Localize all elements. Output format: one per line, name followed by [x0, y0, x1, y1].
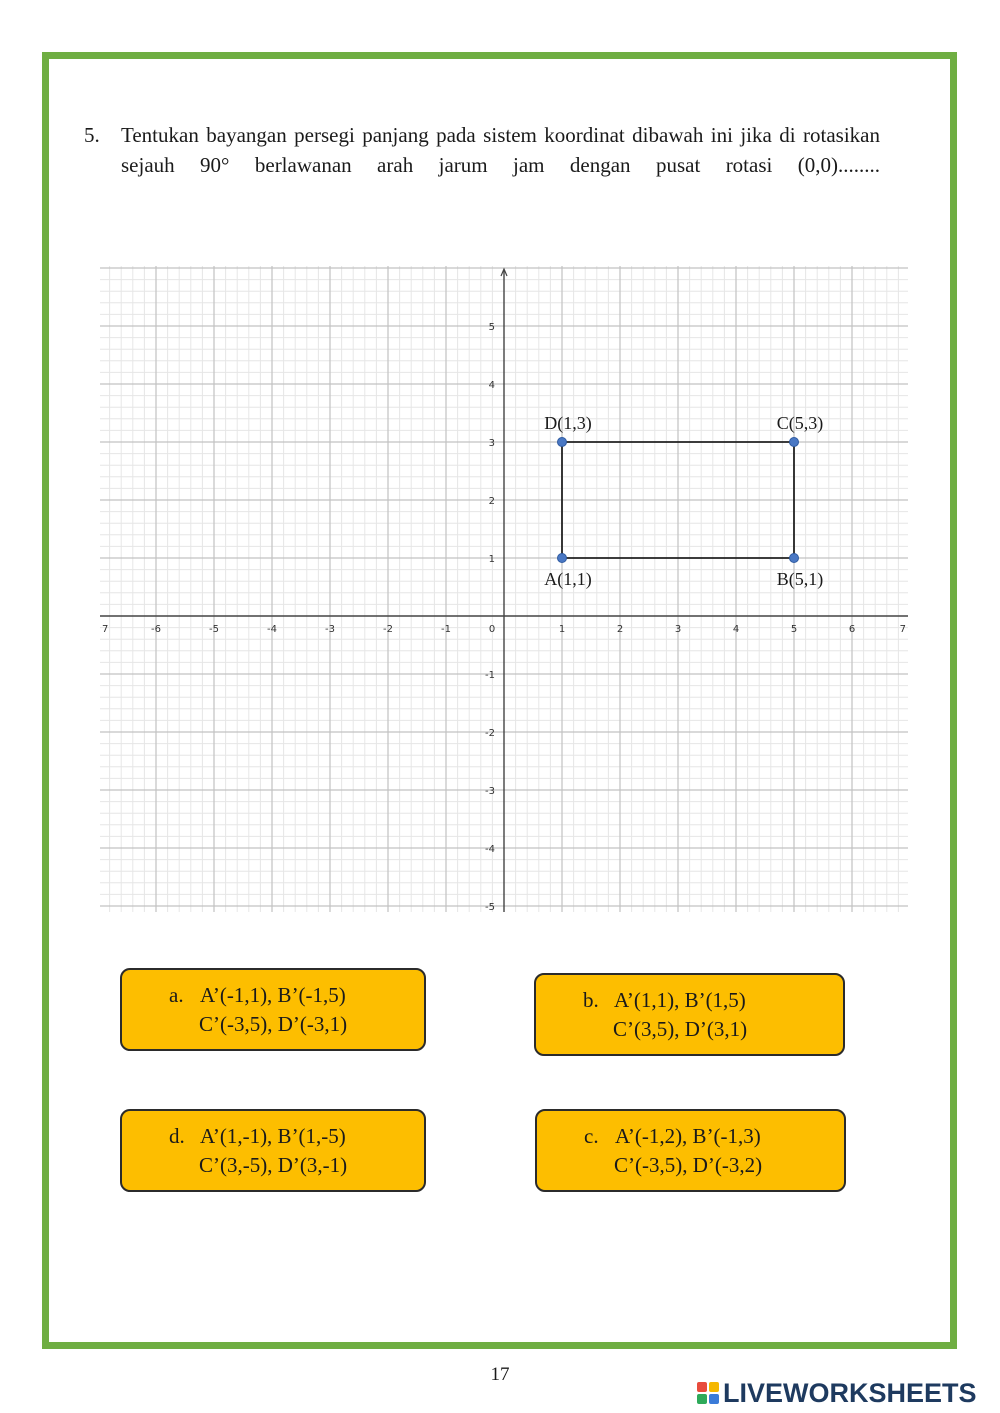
- x-tick-label: -2: [383, 624, 393, 635]
- x-tick-label: 4: [732, 624, 740, 635]
- y-tick-label: -3: [485, 786, 495, 797]
- x-tick-label: -3: [325, 624, 335, 635]
- option-line-2: C’(3,-5), D’(3,-1): [199, 1153, 348, 1177]
- x-tick-label: 2: [616, 624, 624, 635]
- option-letter: c.: [584, 1124, 599, 1148]
- option-letter: b.: [583, 988, 599, 1012]
- vertex-d: [558, 438, 567, 447]
- x-tick-label: 5: [790, 624, 798, 635]
- y-tick-label: -4: [485, 844, 495, 855]
- y-tick-label: 4: [488, 380, 495, 391]
- option-line-1: A’(-1,1), B’(-1,5): [200, 983, 346, 1007]
- vertices: [544, 413, 823, 590]
- y-tick-label: -5: [485, 902, 495, 912]
- option-line-2: C’(3,5), D’(3,1): [613, 1017, 748, 1041]
- vertex-c: [790, 438, 799, 447]
- x-tick-label: -4: [267, 624, 277, 635]
- x-tick-label: 0: [488, 624, 496, 635]
- option-letter: a.: [169, 983, 184, 1007]
- question-text: Tentukan bayangan persegi panjang pada sistem koordinat dibawah ini jika di rotasikan sejauh 90° berlawanan arah jarum jam dengan pusat rotasi (0,0)........: [121, 123, 880, 177]
- vertex-b: [790, 554, 799, 563]
- question-number: 5.: [84, 123, 100, 147]
- y-tick-label: 2: [488, 496, 495, 507]
- y-tick-label: -1: [485, 670, 495, 681]
- vertex-label-a: A(1,1): [544, 569, 592, 589]
- brand-name: LIVEWORKSHEETS: [723, 1377, 977, 1408]
- x-tick-label: 7: [102, 624, 109, 635]
- option-a[interactable]: [120, 968, 426, 1051]
- x-tick-label: 1: [558, 624, 566, 635]
- y-tick-label: -2: [485, 728, 495, 739]
- vertex-label-b: B(5,1): [776, 569, 824, 589]
- x-tick-label: 6: [848, 624, 856, 635]
- vertex-label-d: D(1,3): [544, 413, 592, 433]
- coordinate-graph: [100, 266, 908, 912]
- vertex-a: [558, 554, 567, 563]
- x-tick-label: 7: [899, 624, 906, 635]
- y-tick-label: 5: [488, 322, 495, 333]
- option-d[interactable]: [120, 1109, 426, 1192]
- brand-logo: [697, 1378, 977, 1408]
- axes: [100, 269, 908, 912]
- option-letter: d.: [169, 1124, 185, 1148]
- x-tick-label: -1: [441, 624, 451, 635]
- option-line-1: A’(1,1), B’(1,5): [614, 988, 746, 1012]
- logo-icon: [697, 1382, 719, 1404]
- x-tick-label: 3: [674, 624, 682, 635]
- page-number: 17: [490, 1364, 510, 1385]
- y-tick-label: 1: [488, 554, 495, 565]
- option-line-2: C’(-3,5), D’(-3,2): [614, 1153, 763, 1177]
- question: [84, 120, 880, 210]
- option-line-1: A’(-1,2), B’(-1,3): [615, 1124, 761, 1148]
- option-c[interactable]: [535, 1109, 846, 1192]
- option-line-2: C’(-3,5), D’(-3,1): [199, 1012, 348, 1036]
- option-b[interactable]: [534, 973, 845, 1056]
- vertex-label-c: C(5,3): [776, 413, 824, 433]
- y-tick-label: 3: [488, 438, 495, 449]
- x-tick-label: -5: [209, 624, 219, 635]
- option-line-1: A’(1,-1), B’(1,-5): [200, 1124, 346, 1148]
- x-tick-label: -6: [151, 624, 161, 635]
